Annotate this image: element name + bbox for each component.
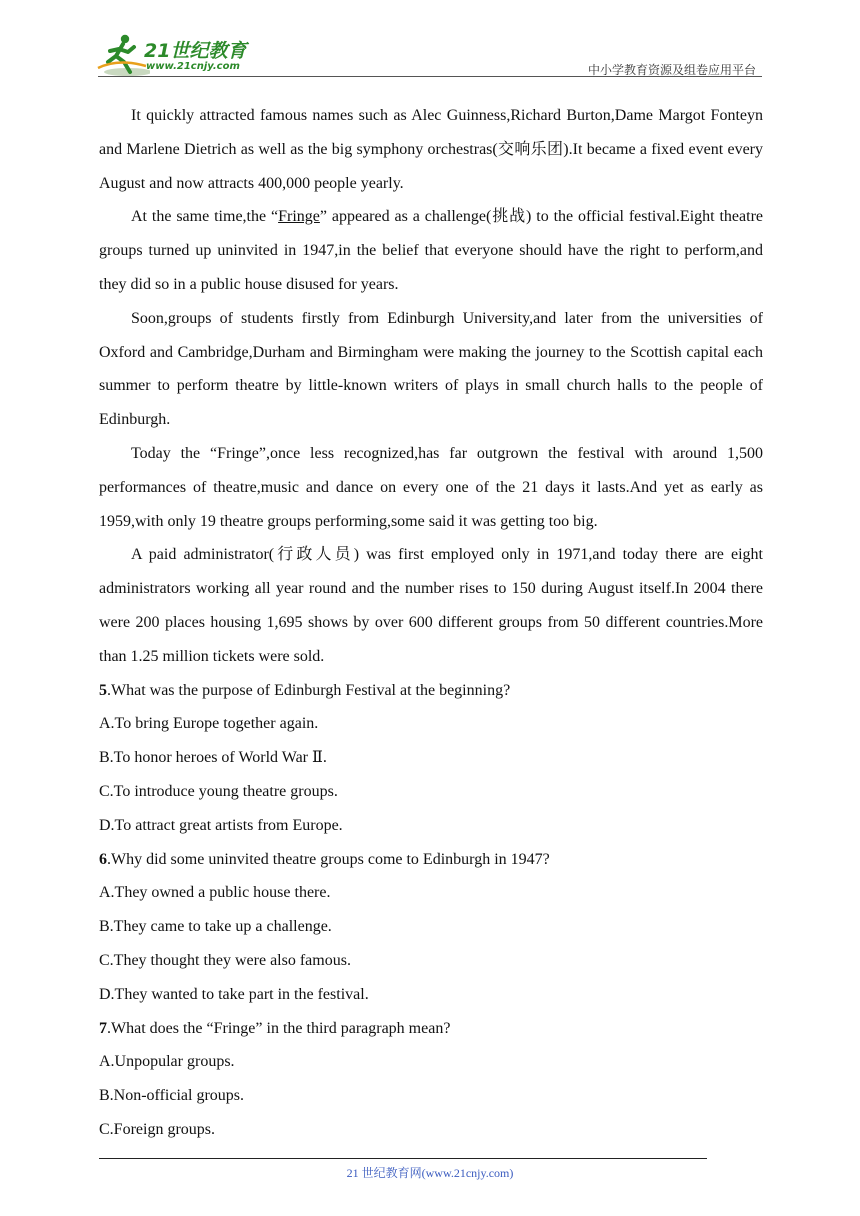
paragraph: Soon,groups of students firstly from Edinburgh University,and later from the universities of Oxford and Cambridge,Durham and Birmingham were making the journey to the Scottish capital each summer to perform theatre by little-known writers of plays in small church halls to the people of Edinburgh.: [99, 309, 763, 429]
runner-logo-icon: [94, 32, 150, 78]
page-footer[interactable]: 21 世纪教育网(www.21cnjy.com): [346, 1166, 514, 1180]
answer-option: D.They wanted to take part in the festival.: [99, 985, 369, 1003]
question-7: [99, 1012, 763, 1147]
platform-name: 中小学教育资源及组卷应用平台: [587, 63, 756, 77]
answer-option: B.Non-official groups.: [99, 1087, 245, 1105]
answer-option: B.They came to take up a challenge.: [99, 918, 332, 936]
question-number: 7: [99, 1019, 107, 1037]
answer-option: A.Unpopular groups.: [99, 1053, 235, 1071]
paragraph: [99, 200, 763, 301]
answer-option: C.To introduce young theatre groups.: [99, 782, 338, 800]
question-text: .What was the purpose of Edinburgh Festival at the beginning?: [107, 681, 511, 699]
logo-url: www.21cnjy.com: [146, 61, 240, 72]
answer-option: C.Foreign groups.: [99, 1120, 215, 1138]
paragraph: It quickly attracted famous names such as Alec Guinness,Richard Burton,Dame Margot Fonteyn and Marlene Dietrich as well as the big symphony orchestras(交响乐团).It became a fixed event every August and now attracts 400,000 people yearly.: [99, 107, 763, 192]
paragraph-text: At the same time,the “: [131, 208, 279, 226]
question-stem: [99, 1012, 763, 1046]
underlined-term: Fringe: [278, 208, 320, 226]
paragraph-text: ” appeared as a challenge(挑战) to the official festival.Eight theatre groups turned up uninvited in 1947,in the belief that everyone should have the right to perform,and they did so in a public house disused for years.: [99, 208, 763, 293]
header-divider: [98, 76, 762, 77]
answer-option: D.To attract great artists from Europe.: [99, 816, 343, 834]
paragraph: A paid administrator(行政人员) was first employed only in 1971,and today there are eight administrators working all year round and the number rises to 150 during August itself.In 2004 there were 200 places housing 1,695 shows by over 600 different groups from 50 different countries.More than 1.25 million tickets were sold.: [99, 546, 763, 665]
answer-option: B.To honor heroes of World War Ⅱ.: [99, 749, 327, 767]
answer-option: A.They owned a public house there.: [99, 884, 331, 902]
question-text: .What does the “Fringe” in the third paragraph mean?: [107, 1019, 451, 1037]
paragraph: Today the “Fringe”,once less recognized,has far outgrown the festival with around 1,500 performances of theatre,music and dance on every one of the 21 days it lasts.And yet as early as 1959,with only 19 theatre groups performing,some said it was getting too big.: [99, 444, 763, 530]
question-number: 5: [99, 681, 107, 699]
question-text: .Why did some uninvited theatre groups come to Edinburgh in 1947?: [107, 850, 550, 868]
question-5: [99, 674, 763, 843]
site-logo[interactable]: [94, 32, 264, 78]
answer-option: A.To bring Europe together again.: [99, 715, 319, 733]
question-stem: [99, 674, 763, 708]
question-stem: [99, 843, 763, 877]
page-header: [0, 0, 860, 80]
logo-text: 21世纪教育: [144, 40, 247, 62]
answer-option: C.They thought they were also famous.: [99, 951, 351, 969]
document-body: [99, 99, 763, 1147]
question-6: [99, 843, 763, 1012]
footer-divider: [99, 1158, 707, 1159]
question-number: 6: [99, 850, 107, 868]
